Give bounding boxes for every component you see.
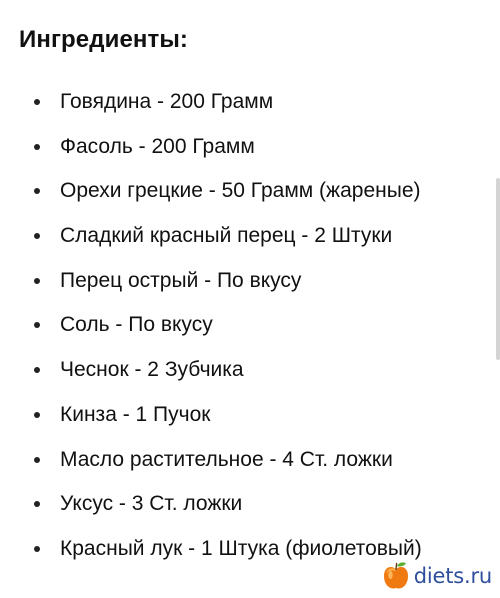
bullet-icon (34, 412, 40, 418)
ingredient-text: Соль - По вкусу (60, 313, 213, 337)
page-title: Ингредиенты: (19, 26, 189, 53)
ingredient-text: Чеснок - 2 Зубчика (60, 358, 244, 382)
list-item (0, 438, 422, 483)
ingredient-text: Орехи грецкие - 50 Грамм (жареные) (60, 179, 421, 203)
list-item (0, 169, 422, 214)
watermark (382, 560, 492, 592)
list-item (0, 393, 422, 438)
list-item (0, 348, 422, 393)
bullet-icon (34, 278, 40, 284)
ingredient-list (0, 80, 422, 572)
ingredient-text: Фасоль - 200 Грамм (60, 134, 255, 158)
bullet-icon (34, 501, 40, 507)
ingredient-text: Перец острый - По вкусу (60, 268, 302, 292)
list-item (0, 125, 422, 170)
ingredient-text: Сладкий красный перец - 2 Штуки (60, 224, 393, 248)
list-item (0, 482, 422, 527)
bullet-icon (34, 188, 40, 194)
apple-icon (382, 561, 410, 591)
list-item (0, 259, 422, 304)
bullet-icon (34, 322, 40, 328)
list-item (0, 527, 422, 572)
bullet-icon (34, 367, 40, 373)
bullet-icon (34, 99, 40, 105)
bullet-icon (34, 546, 40, 552)
bullet-icon (34, 144, 40, 150)
ingredient-text: Красный лук - 1 Штука (фиолетовый) (60, 536, 422, 560)
ingredient-text: Уксус - 3 Ст. ложки (60, 492, 243, 516)
bullet-icon (34, 233, 40, 239)
scrollbar[interactable] (496, 178, 500, 360)
list-item (0, 80, 422, 125)
bullet-icon (34, 457, 40, 463)
list-item (0, 214, 422, 259)
ingredient-text: Кинза - 1 Пучок (60, 402, 211, 426)
ingredient-text: Масло растительное - 4 Ст. ложки (60, 447, 393, 471)
watermark-text: diets.ru (413, 564, 492, 588)
list-item (0, 303, 422, 348)
ingredient-text: Говядина - 200 Грамм (60, 90, 274, 113)
